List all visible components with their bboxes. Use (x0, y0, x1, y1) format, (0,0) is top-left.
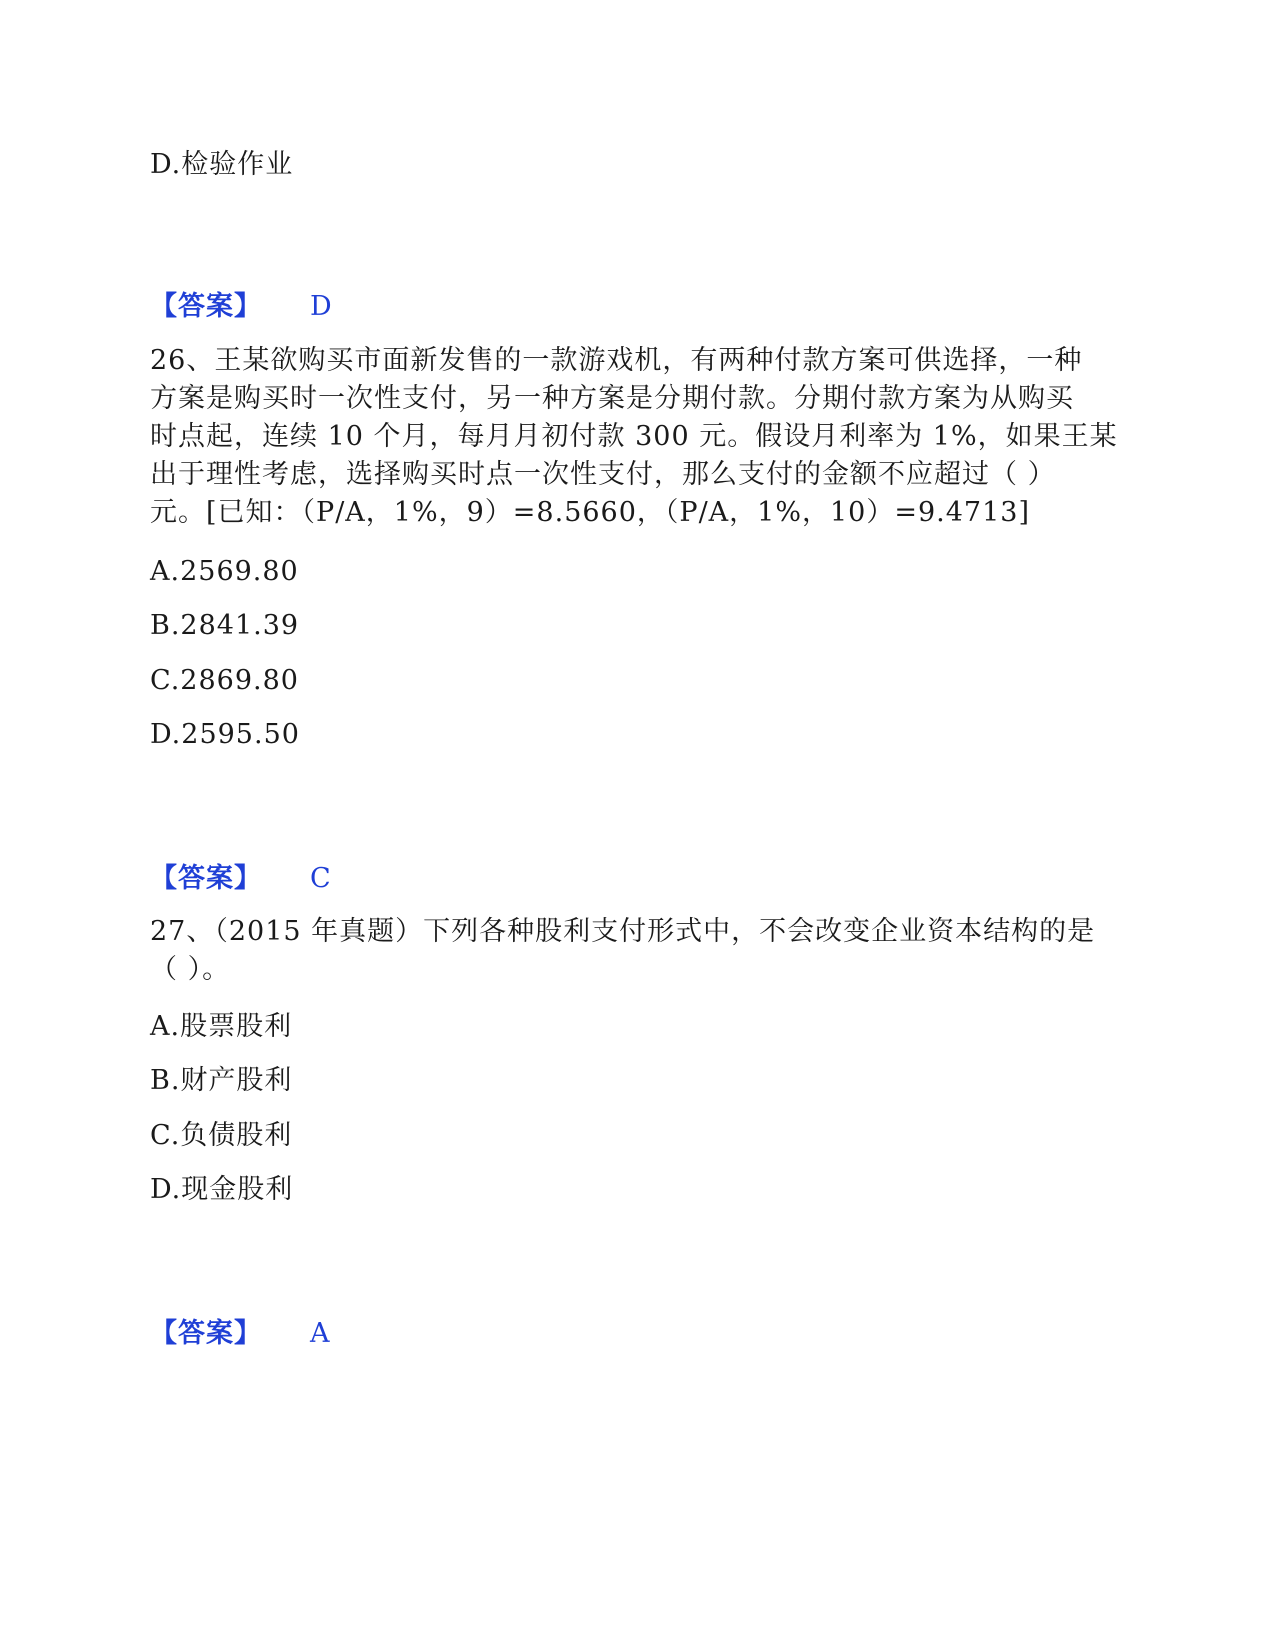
q27-option-b: B.财产股利 (150, 1065, 293, 1096)
answer-label: 【答案】 (150, 291, 262, 322)
answer-value: A (310, 1318, 330, 1349)
q26-option-b: B.2841.39 (150, 610, 300, 641)
q26-stem-line-1: 26、王某欲购买市面新发售的一款游戏机，有两种付款方案可供选择，一种 (150, 345, 1083, 376)
q27-stem-line-1: 27、（2015 年真题）下列各种股利支付形式中，不会改变企业资本结构的是 (150, 916, 1096, 947)
q26-option-c: C.2869.80 (150, 665, 299, 696)
answer-value: C (310, 863, 331, 894)
q26-option-a: A.2569.80 (150, 556, 299, 587)
q27-option-a: A.股票股利 (150, 1011, 293, 1042)
q27-option-c: C.负债股利 (150, 1120, 293, 1151)
q26-stem-line-3: 时点起，连续 10 个月，每月月初付款 300 元。假设月利率为 1%，如果王某 (150, 421, 1118, 452)
q27-stem-line-2: （ ）。 (150, 954, 231, 985)
q26-answer (150, 860, 331, 898)
answer-label: 【答案】 (150, 863, 262, 894)
q26-stem-line-5: 元。[已知：（P/A，1%，9）=8.5660，（P/A，1%，10）=9.4713] (150, 497, 1030, 528)
q26-stem-line-4: 出于理性考虑，选择购买时点一次性支付，那么支付的金额不应超过（ ） (150, 459, 1056, 490)
answer-value: D (310, 291, 332, 322)
prev-answer (150, 288, 332, 326)
q26-stem-line-2: 方案是购买时一次性支付，另一种方案是分期付款。分期付款方案为从购买 (150, 383, 1074, 414)
q27-answer (150, 1315, 330, 1353)
prev-option-d: D.检验作业 (150, 149, 294, 180)
q27-option-d: D.现金股利 (150, 1174, 294, 1205)
answer-label: 【答案】 (150, 1318, 262, 1349)
q26-option-d: D.2595.50 (150, 719, 300, 750)
